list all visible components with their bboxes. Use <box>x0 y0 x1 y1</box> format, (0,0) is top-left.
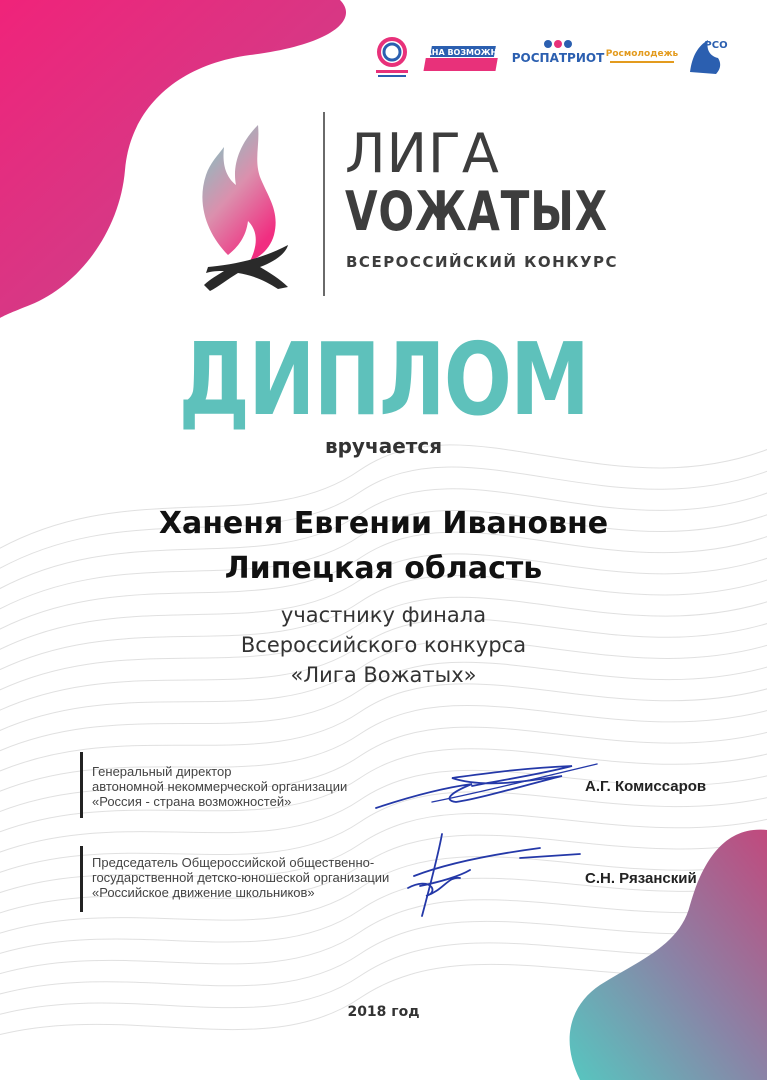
rospatriot-logo-text: РОСПАТРИОТ <box>511 51 605 65</box>
header-divider <box>323 112 325 296</box>
contest-title-line1: ЛИГА <box>345 122 500 185</box>
rso-logo <box>682 34 730 80</box>
signature-2-scribble <box>400 826 600 921</box>
strana-logo-text-1: СТРАНА ВОЗМОЖНОСТЕЙ <box>408 48 528 57</box>
strana-logo <box>408 34 528 80</box>
rso-logo-text: РСО <box>704 40 728 51</box>
rosmolodezh-logo <box>605 34 679 80</box>
recipient-region: Липецкая область <box>224 551 543 586</box>
roundel-logo <box>370 34 414 80</box>
signature-2-role <box>92 855 389 900</box>
signature-1-name: А.Г. Комиссаров <box>585 778 707 795</box>
signature-2-role-line2: государственной детско-юношеской организации <box>92 870 390 885</box>
partner-logos <box>370 34 740 84</box>
awarded-text: вручается <box>324 434 443 458</box>
signature-2-role-line3: «Российское движение школьников» <box>92 885 315 900</box>
recipient-name: Ханеня Евгении Ивановне <box>158 506 609 541</box>
signature-2-role-line1: Председатель Общероссийской общественно- <box>92 855 375 870</box>
award-description <box>0 600 767 690</box>
signature-1-role <box>92 764 347 809</box>
contest-subtitle: ВСЕРОССИЙСКИЙ КОНКУРС <box>346 253 619 271</box>
award-year: 2018 год <box>347 1004 420 1020</box>
signature-1-role-line2: автономной некоммерческой организации <box>92 779 348 794</box>
signature-1-role-line1: Генеральный директор <box>92 764 232 779</box>
signature-2-name: С.Н. Рязанский <box>585 870 697 887</box>
signature-1-role-line3: «Россия - страна возможностей» <box>92 794 292 809</box>
rospatriot-logo <box>511 34 605 80</box>
award-description-line3: «Лига Вожатых» <box>290 663 477 687</box>
rosmolodezh-logo-text: Росмолодежь <box>605 49 679 59</box>
signature-1-bar <box>80 752 83 818</box>
contest-title-line2: VОЖАТЫХ <box>345 180 608 243</box>
diploma-title: ДИПЛОМ <box>178 321 589 438</box>
award-description-line1: участнику финала <box>280 603 487 627</box>
signature-2-bar <box>80 846 83 912</box>
award-description-line2: Всероссийского конкурса <box>240 633 527 657</box>
flame-emblem-icon <box>188 115 308 295</box>
signature-1-scribble <box>372 758 602 818</box>
